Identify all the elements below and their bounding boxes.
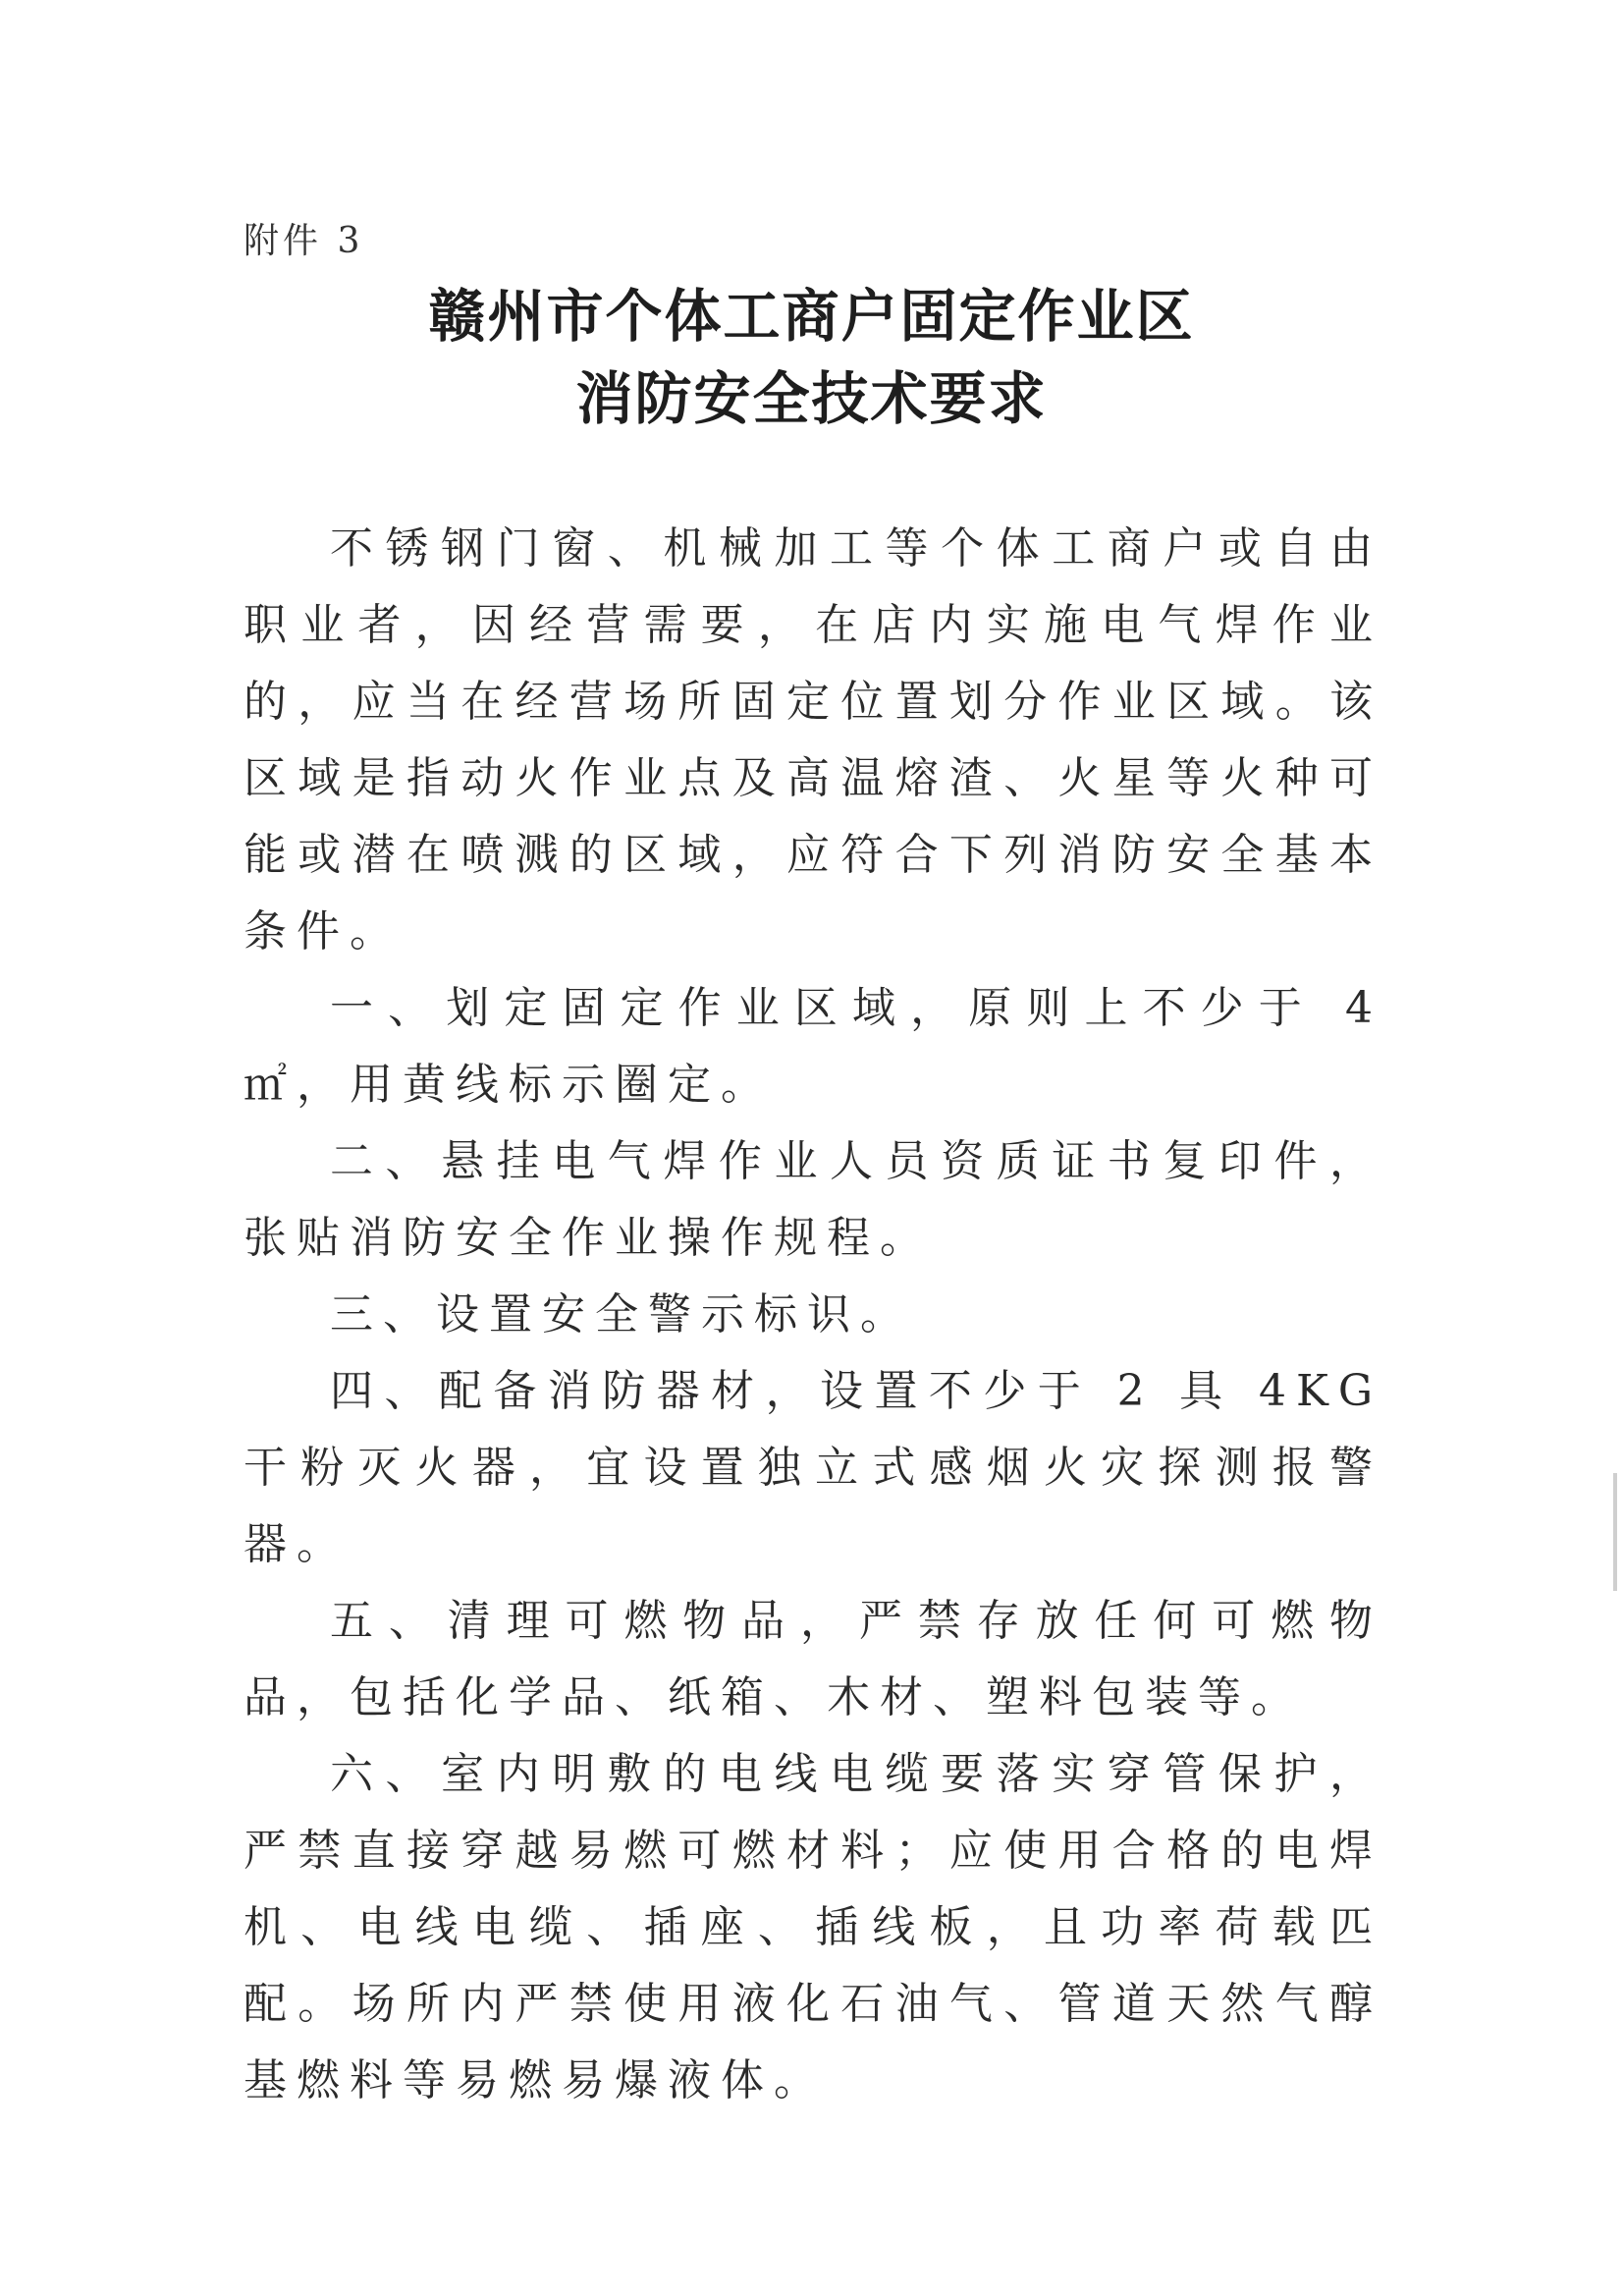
requirement-2: 二、悬挂电气焊作业人员资质证书复印件，张贴消防安全作业操作规程。	[243, 1136, 1382, 1263]
attachment-label: 附件 3	[243, 221, 364, 261]
intro-paragraph: 不锈钢门窗、机械加工等个体工商户或自由职业者，因经营需要，在店内实施电气焊作业的，应当在经营场所固定位置划分作业区域。该区域是指动火作业点及高温熔渣、火星等火种可能或潜在喷溅的区域，应符合下列消防安全基本条件。	[243, 523, 1382, 957]
requirement-4: 四、配备消防器材，设置不少于 2 具 4KG 干粉灭火器，宜设置独立式感烟火灾探测报警器。	[243, 1366, 1382, 1569]
requirement-5: 五、清理可燃物品，严禁存放任何可燃物品，包括化学品、纸箱、木材、塑料包装等。	[243, 1596, 1382, 1722]
document-title-line-1: 赣州市个体工商户固定作业区	[428, 283, 1195, 350]
requirement-3: 三、设置安全警示标识。	[330, 1289, 913, 1339]
requirement-1: 一、划定固定作业区域，原则上不少于 4 ㎡，用黄线标示圈定。	[243, 983, 1382, 1110]
scan-edge-mark	[1613, 1473, 1617, 1591]
requirement-6: 六、室内明敷的电线电缆要落实穿管保护，严禁直接穿越易燃可燃材料；应使用合格的电焊机、电线电缆、插座、插线板，且功率荷载匹配。场所内严禁使用液化石油气、管道天然气醇基燃料等易燃易爆液体。	[243, 1749, 1382, 2105]
document-title-line-2: 消防安全技术要求	[575, 365, 1048, 432]
document-body	[243, 511, 1382, 2119]
